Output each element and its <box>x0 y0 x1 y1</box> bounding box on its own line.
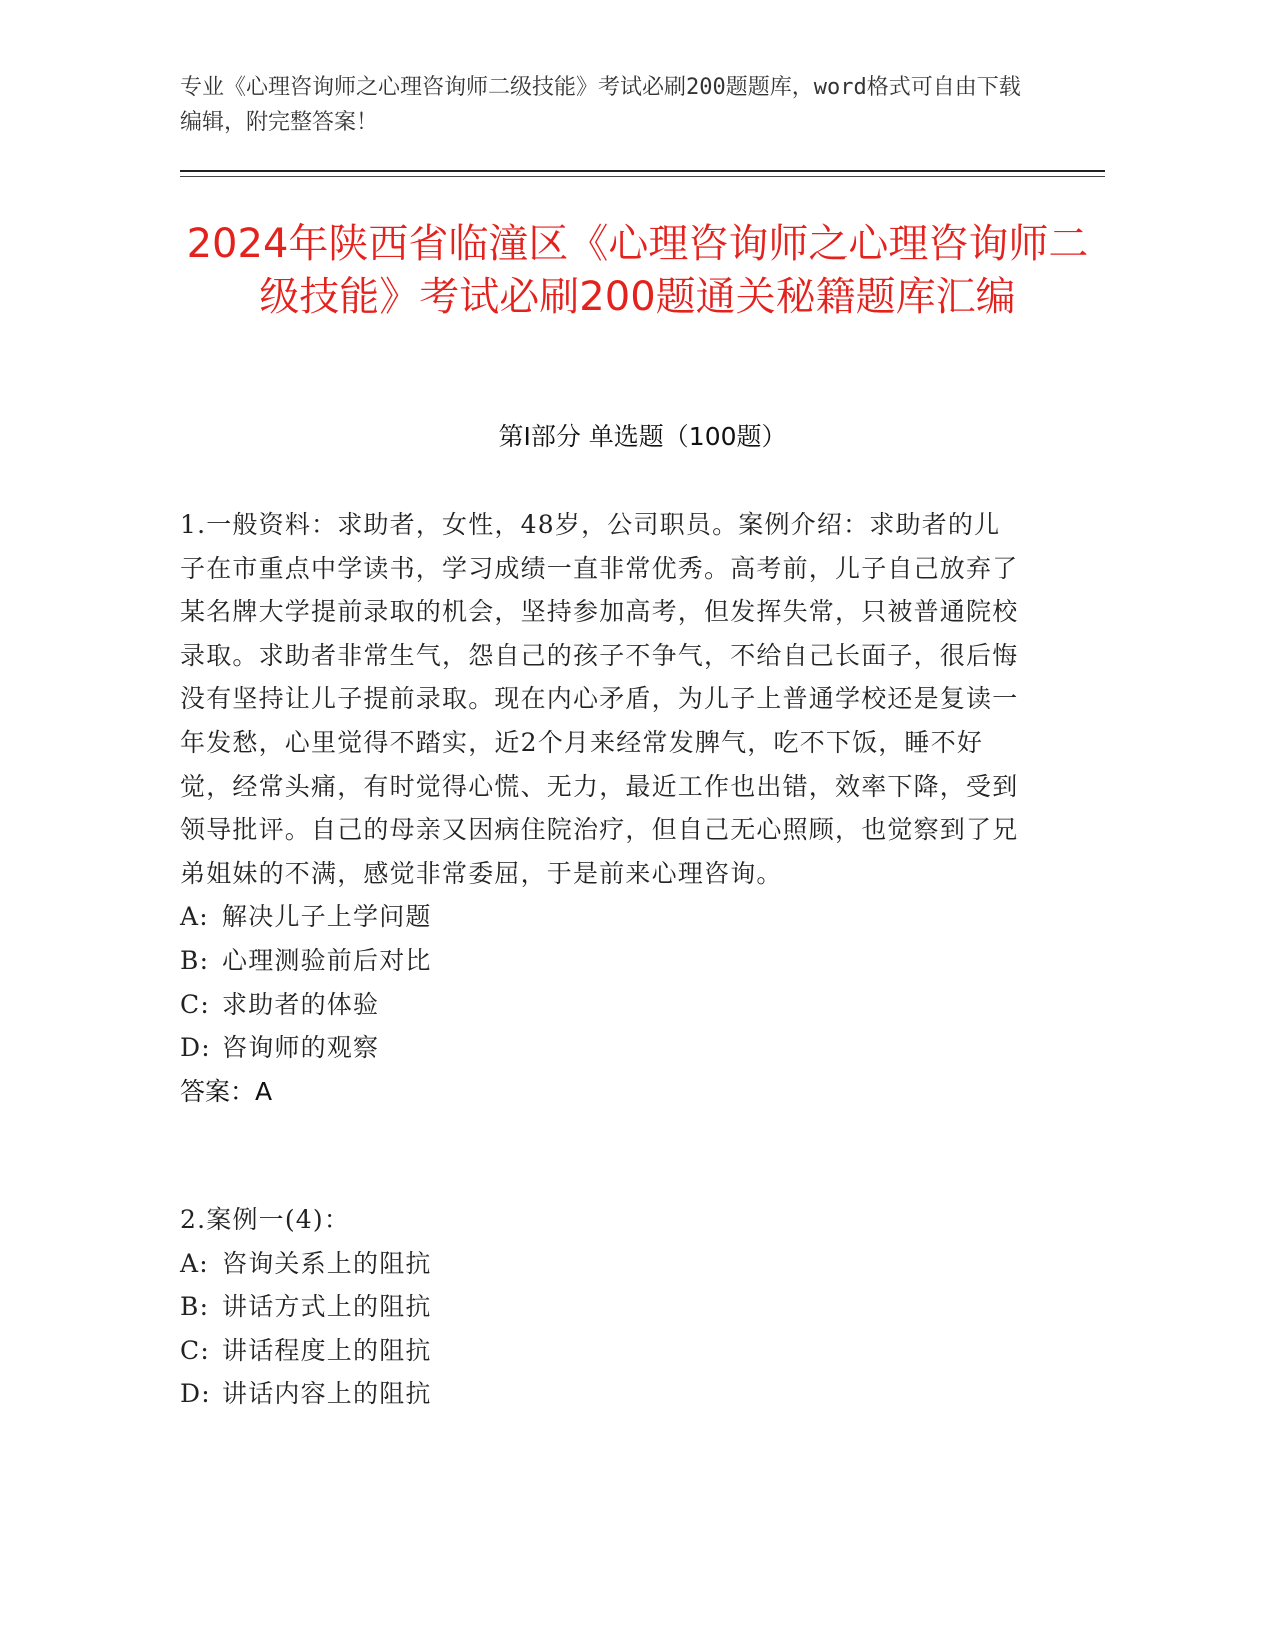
section-title: 第Ⅰ部分 单选题（100题） <box>498 422 787 451</box>
option-text: 解决儿子上学问题 <box>222 902 432 932</box>
option-c <box>180 983 1020 1027</box>
option-letter: A: <box>180 1248 209 1278</box>
option-b <box>180 1285 1020 1329</box>
option-b <box>180 939 1020 983</box>
option-letter: C: <box>180 1335 210 1365</box>
option-a <box>180 895 1020 939</box>
option-d <box>180 1026 1020 1070</box>
option-text: 求助者的体验 <box>222 989 380 1019</box>
header-divider-thick <box>180 170 1105 172</box>
option-letter: B: <box>180 945 210 975</box>
option-text: 心理测验前后对比 <box>222 945 432 975</box>
option-text: 咨询师的观察 <box>222 1033 380 1063</box>
option-a <box>180 1242 1020 1286</box>
option-text: 讲话方式上的阻抗 <box>222 1292 432 1322</box>
question-stem: 1.一般资料：求助者，女性，48岁，公司职员。案例介绍：求助者的儿子在市重点中学读书，学习成绩一直非常优秀。高考前，儿子自己放弃了某名牌大学提前录取的机会，坚持参加高考，但发挥失常，只被普通院校录取。求助者非常生气，怨自己的孩子不争气，不给自己长面子，很后悔没有坚持让儿子提前录取。现在内心矛盾，为儿子上普通学校还是复读一年发愁，心里觉得不踏实，近2个月来经常发脾气，吃不下饭，睡不好觉，经常头痛，有时觉得心慌、无力，最近工作也出错，效率下降，受到领导批评。自己的母亲又因病住院治疗，但自己无心照顾，也觉察到了兄弟姐妹的不满，感觉非常委屈，于是前来心理咨询。 <box>180 510 1019 888</box>
option-text: 讲话内容上的阻抗 <box>222 1379 432 1409</box>
answer-line: 答案：A <box>180 1076 273 1106</box>
option-letter: A: <box>180 902 209 932</box>
option-letter: B: <box>180 1292 210 1322</box>
option-text: 咨询关系上的阻抗 <box>222 1248 432 1278</box>
document-title: 2024年陕西省临潼区《心理咨询师之心理咨询师二级技能》考试必刷200题通关秘籍题库汇编 <box>186 221 1089 320</box>
header-divider-thin <box>180 176 1105 177</box>
header-note: 专业《心理咨询师之心理咨询师二级技能》考试必刷200题题库，word格式可自由下载编辑，附完整答案！ <box>180 75 1021 135</box>
option-d <box>180 1372 1020 1416</box>
question-2 <box>180 1198 1020 1416</box>
option-text: 讲话程度上的阻抗 <box>222 1335 432 1365</box>
question-1 <box>180 503 1020 1113</box>
question-stem: 2.案例一(4)： <box>180 1205 351 1234</box>
option-letter: C: <box>180 989 210 1019</box>
option-letter: D: <box>180 1033 211 1063</box>
option-c <box>180 1329 1020 1373</box>
option-letter: D: <box>180 1379 211 1409</box>
